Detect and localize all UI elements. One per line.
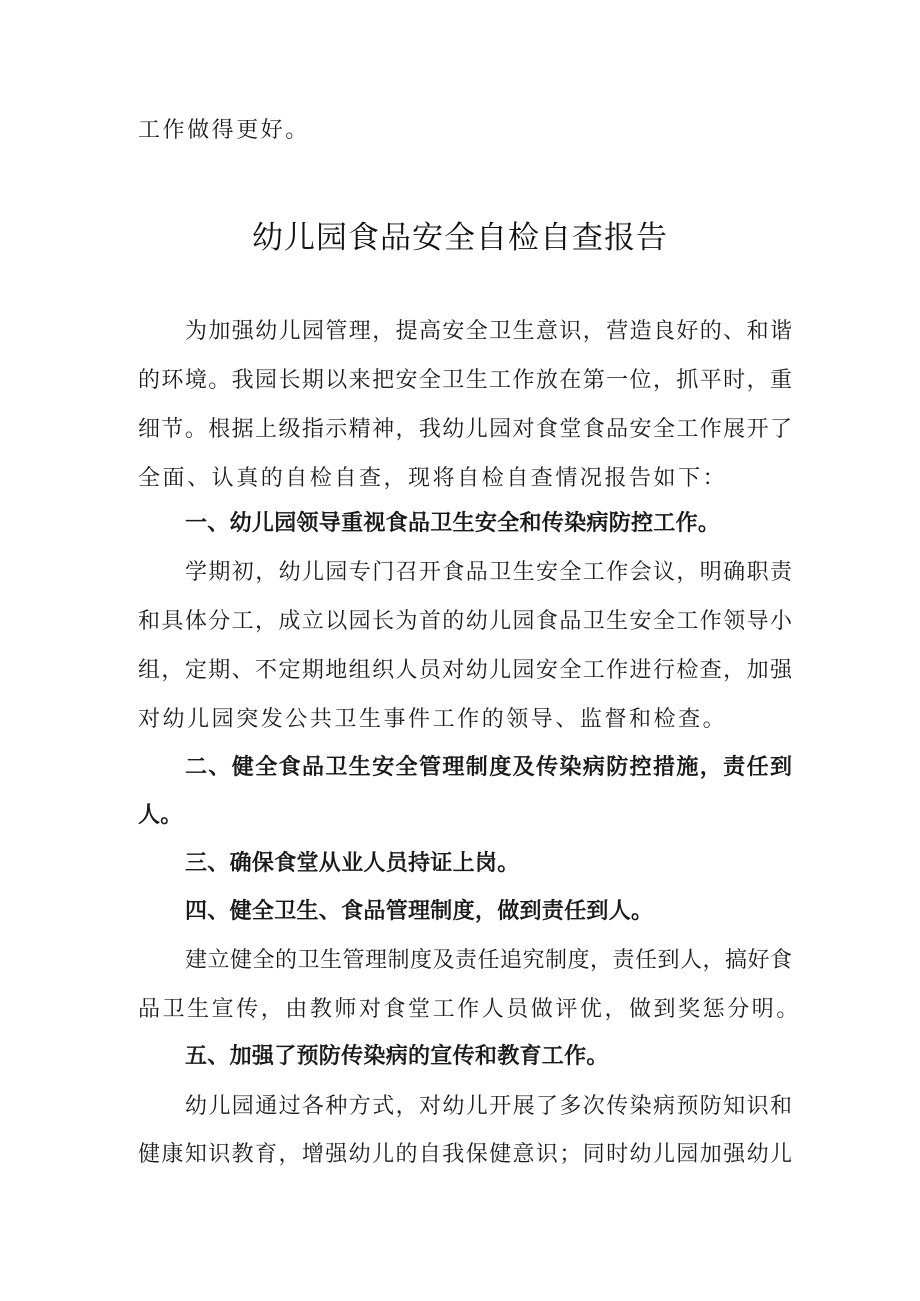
section5-line-1: 幼儿园通过各种方式，对幼儿开展了多次传染病预防知识和 — [185, 1094, 792, 1119]
carryover-line: 工作做得更好。 — [138, 118, 310, 143]
intro-line-2: 的环境。我园长期以来把安全卫生工作放在第一位，抓平时，重 — [138, 368, 792, 393]
page-title: 幼儿园食品安全自检自查报告 — [252, 220, 668, 256]
section1-line-1: 学期初，幼儿园专门召开食品卫生安全工作会议，明确职责 — [185, 560, 792, 585]
intro-line-3: 细节。根据上级指示精神，我幼儿园对食堂食品安全工作展开了 — [138, 417, 792, 442]
section3-heading: 三、确保食堂从业人员持证上岗。 — [185, 851, 520, 876]
section1-heading: 一、幼儿园领导重视食品卫生安全和传染病防控工作。 — [185, 511, 721, 536]
section5-line-2: 健康知识教育，增强幼儿的自我保健意识；同时幼儿园加强幼儿 — [138, 1142, 792, 1167]
intro-line-4: 全面、认真的自检自查，现将自检自查情况报告如下： — [138, 466, 728, 491]
section5-heading: 五、加强了预防传染病的宣传和教育工作。 — [185, 1044, 609, 1069]
section4-heading: 四、健全卫生、食品管理制度，做到责任到人。 — [185, 899, 654, 924]
intro-line-1: 为加强幼儿园管理，提高安全卫生意识，营造良好的、和谐 — [185, 319, 792, 344]
section2-heading-line-1: 二、健全食品卫生安全管理制度及传染病防控措施，责任到 — [185, 755, 792, 780]
section4-line-1: 建立健全的卫生管理制度及责任追究制度，责任到人，搞好食 — [185, 948, 792, 973]
section2-heading-line-2: 人。 — [138, 803, 183, 828]
section1-line-2: 和具体分工，成立以园长为首的幼儿园食品卫生安全工作领导小 — [138, 609, 792, 634]
section1-line-4: 对幼儿园突发公共卫生事件工作的领导、监督和检查。 — [138, 707, 728, 732]
section1-line-3: 组，定期、不定期地组织人员对幼儿园安全工作进行检查，加强 — [138, 658, 792, 683]
section4-line-2: 品卫生宣传，由教师对食堂工作人员做评优，做到奖惩分明。 — [138, 997, 801, 1022]
